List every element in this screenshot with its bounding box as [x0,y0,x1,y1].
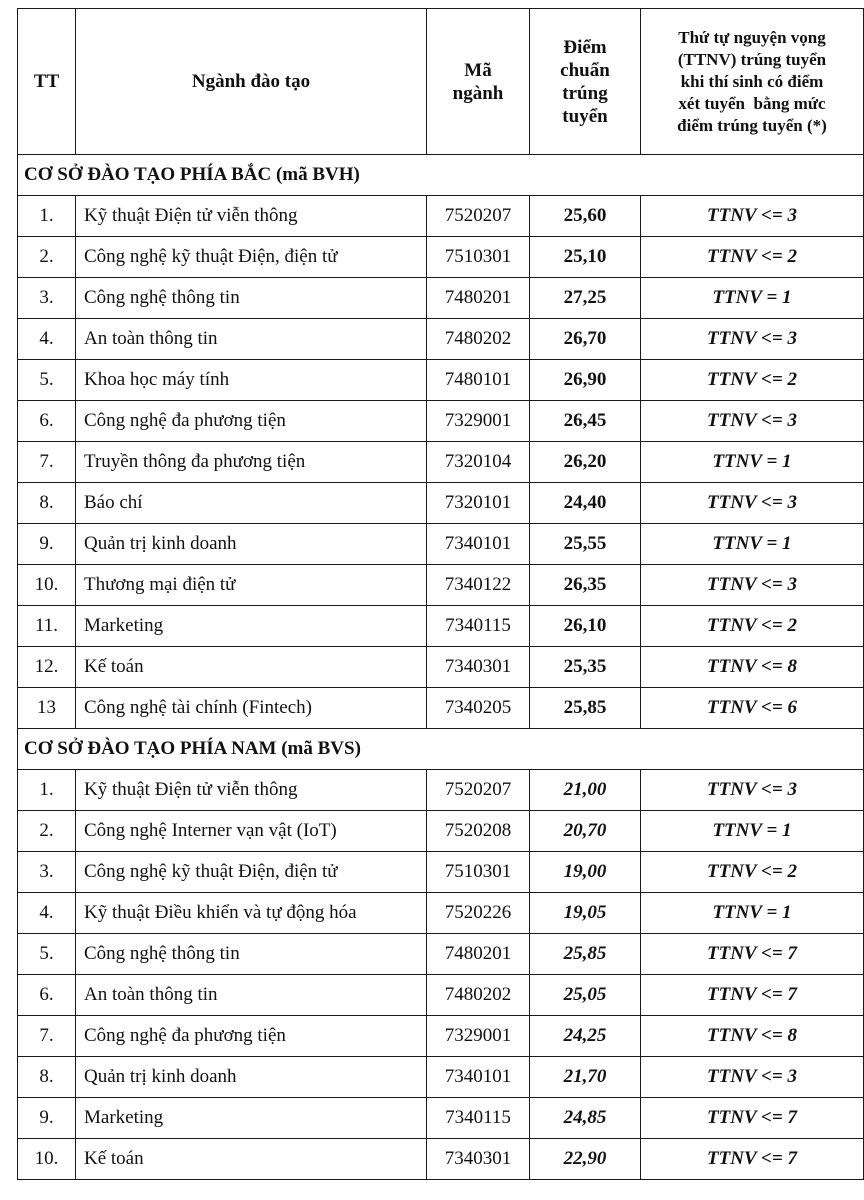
cutoff-score: 26,70 [530,319,641,360]
header-code: Mã ngành [427,9,530,155]
table-row [18,483,864,524]
major-code: 7329001 [427,1016,530,1057]
row-number: 10. [18,1139,76,1180]
major-name: Công nghệ Interner vạn vật (IoT) [76,811,427,852]
ttnv-condition: TTNV = 1 [641,278,864,319]
cutoff-score: 19,05 [530,893,641,934]
table-row [18,401,864,442]
major-name: Công nghệ tài chính (Fintech) [76,688,427,729]
cutoff-score: 26,90 [530,360,641,401]
major-name: Thương mại điện tử [76,565,427,606]
ttnv-condition: TTNV <= 3 [641,319,864,360]
cutoff-score: 24,85 [530,1098,641,1139]
ttnv-condition: TTNV <= 2 [641,606,864,647]
cutoff-score: 26,10 [530,606,641,647]
table-row [18,196,864,237]
row-number: 5. [18,934,76,975]
major-code: 7340205 [427,688,530,729]
major-name: Marketing [76,606,427,647]
major-code: 7340115 [427,1098,530,1139]
table-row [18,442,864,483]
table-header-row [18,9,864,155]
major-name: Công nghệ thông tin [76,278,427,319]
table-row [18,688,864,729]
ttnv-condition: TTNV <= 3 [641,401,864,442]
major-name: Khoa học máy tính [76,360,427,401]
major-name: An toàn thông tin [76,975,427,1016]
south-campus-title: CƠ SỞ ĐÀO TẠO PHÍA NAM (mã BVS) [18,729,864,770]
ttnv-condition: TTNV = 1 [641,811,864,852]
major-name: Công nghệ kỹ thuật Điện, điện tử [76,852,427,893]
cutoff-score: 25,35 [530,647,641,688]
ttnv-condition: TTNV <= 2 [641,852,864,893]
ttnv-condition: TTNV = 1 [641,524,864,565]
row-number: 3. [18,278,76,319]
ttnv-condition: TTNV <= 7 [641,1139,864,1180]
table-row [18,360,864,401]
cutoff-score: 20,70 [530,811,641,852]
ttnv-condition: TTNV <= 7 [641,975,864,1016]
table-row [18,852,864,893]
section-row [18,155,864,196]
major-name: Công nghệ đa phương tiện [76,1016,427,1057]
major-name: Công nghệ kỹ thuật Điện, điện tử [76,237,427,278]
major-code: 7480202 [427,319,530,360]
table-row [18,278,864,319]
row-number: 4. [18,319,76,360]
ttnv-condition: TTNV <= 6 [641,688,864,729]
cutoff-score: 25,85 [530,934,641,975]
row-number: 1. [18,196,76,237]
ttnv-condition: TTNV <= 3 [641,1057,864,1098]
north-campus-title: CƠ SỞ ĐÀO TẠO PHÍA BẮC (mã BVH) [18,155,864,196]
cutoff-score: 21,00 [530,770,641,811]
row-number: 10. [18,565,76,606]
ttnv-condition: TTNV <= 3 [641,770,864,811]
major-code: 7340301 [427,647,530,688]
admission-scores-table [17,8,864,1180]
major-code: 7340115 [427,606,530,647]
header-major: Ngành đào tạo [76,9,427,155]
north-campus-section [18,155,864,729]
major-name: Kỹ thuật Điện tử viễn thông [76,196,427,237]
major-name: Truyền thông đa phương tiện [76,442,427,483]
major-name: Quản trị kinh doanh [76,1057,427,1098]
ttnv-condition: TTNV <= 8 [641,647,864,688]
row-number: 9. [18,1098,76,1139]
major-code: 7340122 [427,565,530,606]
row-number: 8. [18,1057,76,1098]
table-row [18,893,864,934]
major-code: 7320101 [427,483,530,524]
major-code: 7480201 [427,934,530,975]
major-code: 7520226 [427,893,530,934]
major-name: Quản trị kinh doanh [76,524,427,565]
table-row [18,975,864,1016]
major-name: Marketing [76,1098,427,1139]
cutoff-score: 25,10 [530,237,641,278]
cutoff-score: 27,25 [530,278,641,319]
table-row [18,1057,864,1098]
row-number: 9. [18,524,76,565]
cutoff-score: 21,70 [530,1057,641,1098]
major-code: 7480201 [427,278,530,319]
major-name: Kế toán [76,1139,427,1180]
major-code: 7329001 [427,401,530,442]
ttnv-condition: TTNV <= 7 [641,1098,864,1139]
row-number: 12. [18,647,76,688]
table-row [18,1139,864,1180]
ttnv-condition: TTNV <= 7 [641,934,864,975]
major-code: 7480101 [427,360,530,401]
row-number: 6. [18,975,76,1016]
cutoff-score: 25,55 [530,524,641,565]
table-row [18,606,864,647]
major-code: 7520207 [427,196,530,237]
south-campus-section [18,729,864,1180]
major-code: 7510301 [427,237,530,278]
cutoff-score: 26,20 [530,442,641,483]
table-row [18,811,864,852]
row-number: 1. [18,770,76,811]
cutoff-score: 26,35 [530,565,641,606]
row-number: 13 [18,688,76,729]
cutoff-score: 25,05 [530,975,641,1016]
major-name: Công nghệ đa phương tiện [76,401,427,442]
row-number: 5. [18,360,76,401]
major-name: Công nghệ thông tin [76,934,427,975]
ttnv-condition: TTNV = 1 [641,442,864,483]
table-row [18,319,864,360]
row-number: 3. [18,852,76,893]
table-row [18,934,864,975]
row-number: 4. [18,893,76,934]
table-row [18,1016,864,1057]
table-row [18,565,864,606]
cutoff-score: 24,40 [530,483,641,524]
table-row [18,524,864,565]
cutoff-score: 25,85 [530,688,641,729]
row-number: 7. [18,442,76,483]
major-name: Báo chí [76,483,427,524]
major-code: 7520207 [427,770,530,811]
table-row [18,237,864,278]
header-score: Điểm chuẩn trúng tuyển [530,9,641,155]
table-row [18,647,864,688]
row-number: 8. [18,483,76,524]
cutoff-score: 19,00 [530,852,641,893]
major-code: 7340101 [427,1057,530,1098]
row-number: 6. [18,401,76,442]
header-ttnv: Thứ tự nguyện vọng (TTNV) trúng tuyển khi thí sinh có điểm xét tuyển bằng mức điểm trúng tuyển (*) [641,9,864,155]
major-code: 7340101 [427,524,530,565]
cutoff-score: 24,25 [530,1016,641,1057]
table-row [18,770,864,811]
major-name: Kế toán [76,647,427,688]
ttnv-condition: TTNV <= 2 [641,360,864,401]
major-name: An toàn thông tin [76,319,427,360]
row-number: 2. [18,237,76,278]
ttnv-condition: TTNV <= 3 [641,483,864,524]
major-code: 7520208 [427,811,530,852]
ttnv-condition: TTNV <= 3 [641,565,864,606]
row-number: 2. [18,811,76,852]
cutoff-score: 25,60 [530,196,641,237]
ttnv-condition: TTNV <= 3 [641,196,864,237]
major-name: Kỹ thuật Điều khiển và tự động hóa [76,893,427,934]
cutoff-score: 22,90 [530,1139,641,1180]
ttnv-condition: TTNV <= 2 [641,237,864,278]
ttnv-condition: TTNV <= 8 [641,1016,864,1057]
row-number: 11. [18,606,76,647]
row-number: 7. [18,1016,76,1057]
header-tt: TT [18,9,76,155]
section-row [18,729,864,770]
table-row [18,1098,864,1139]
major-code: 7480202 [427,975,530,1016]
major-code: 7320104 [427,442,530,483]
major-name: Kỹ thuật Điện tử viễn thông [76,770,427,811]
cutoff-score: 26,45 [530,401,641,442]
ttnv-condition: TTNV = 1 [641,893,864,934]
major-code: 7510301 [427,852,530,893]
major-code: 7340301 [427,1139,530,1180]
